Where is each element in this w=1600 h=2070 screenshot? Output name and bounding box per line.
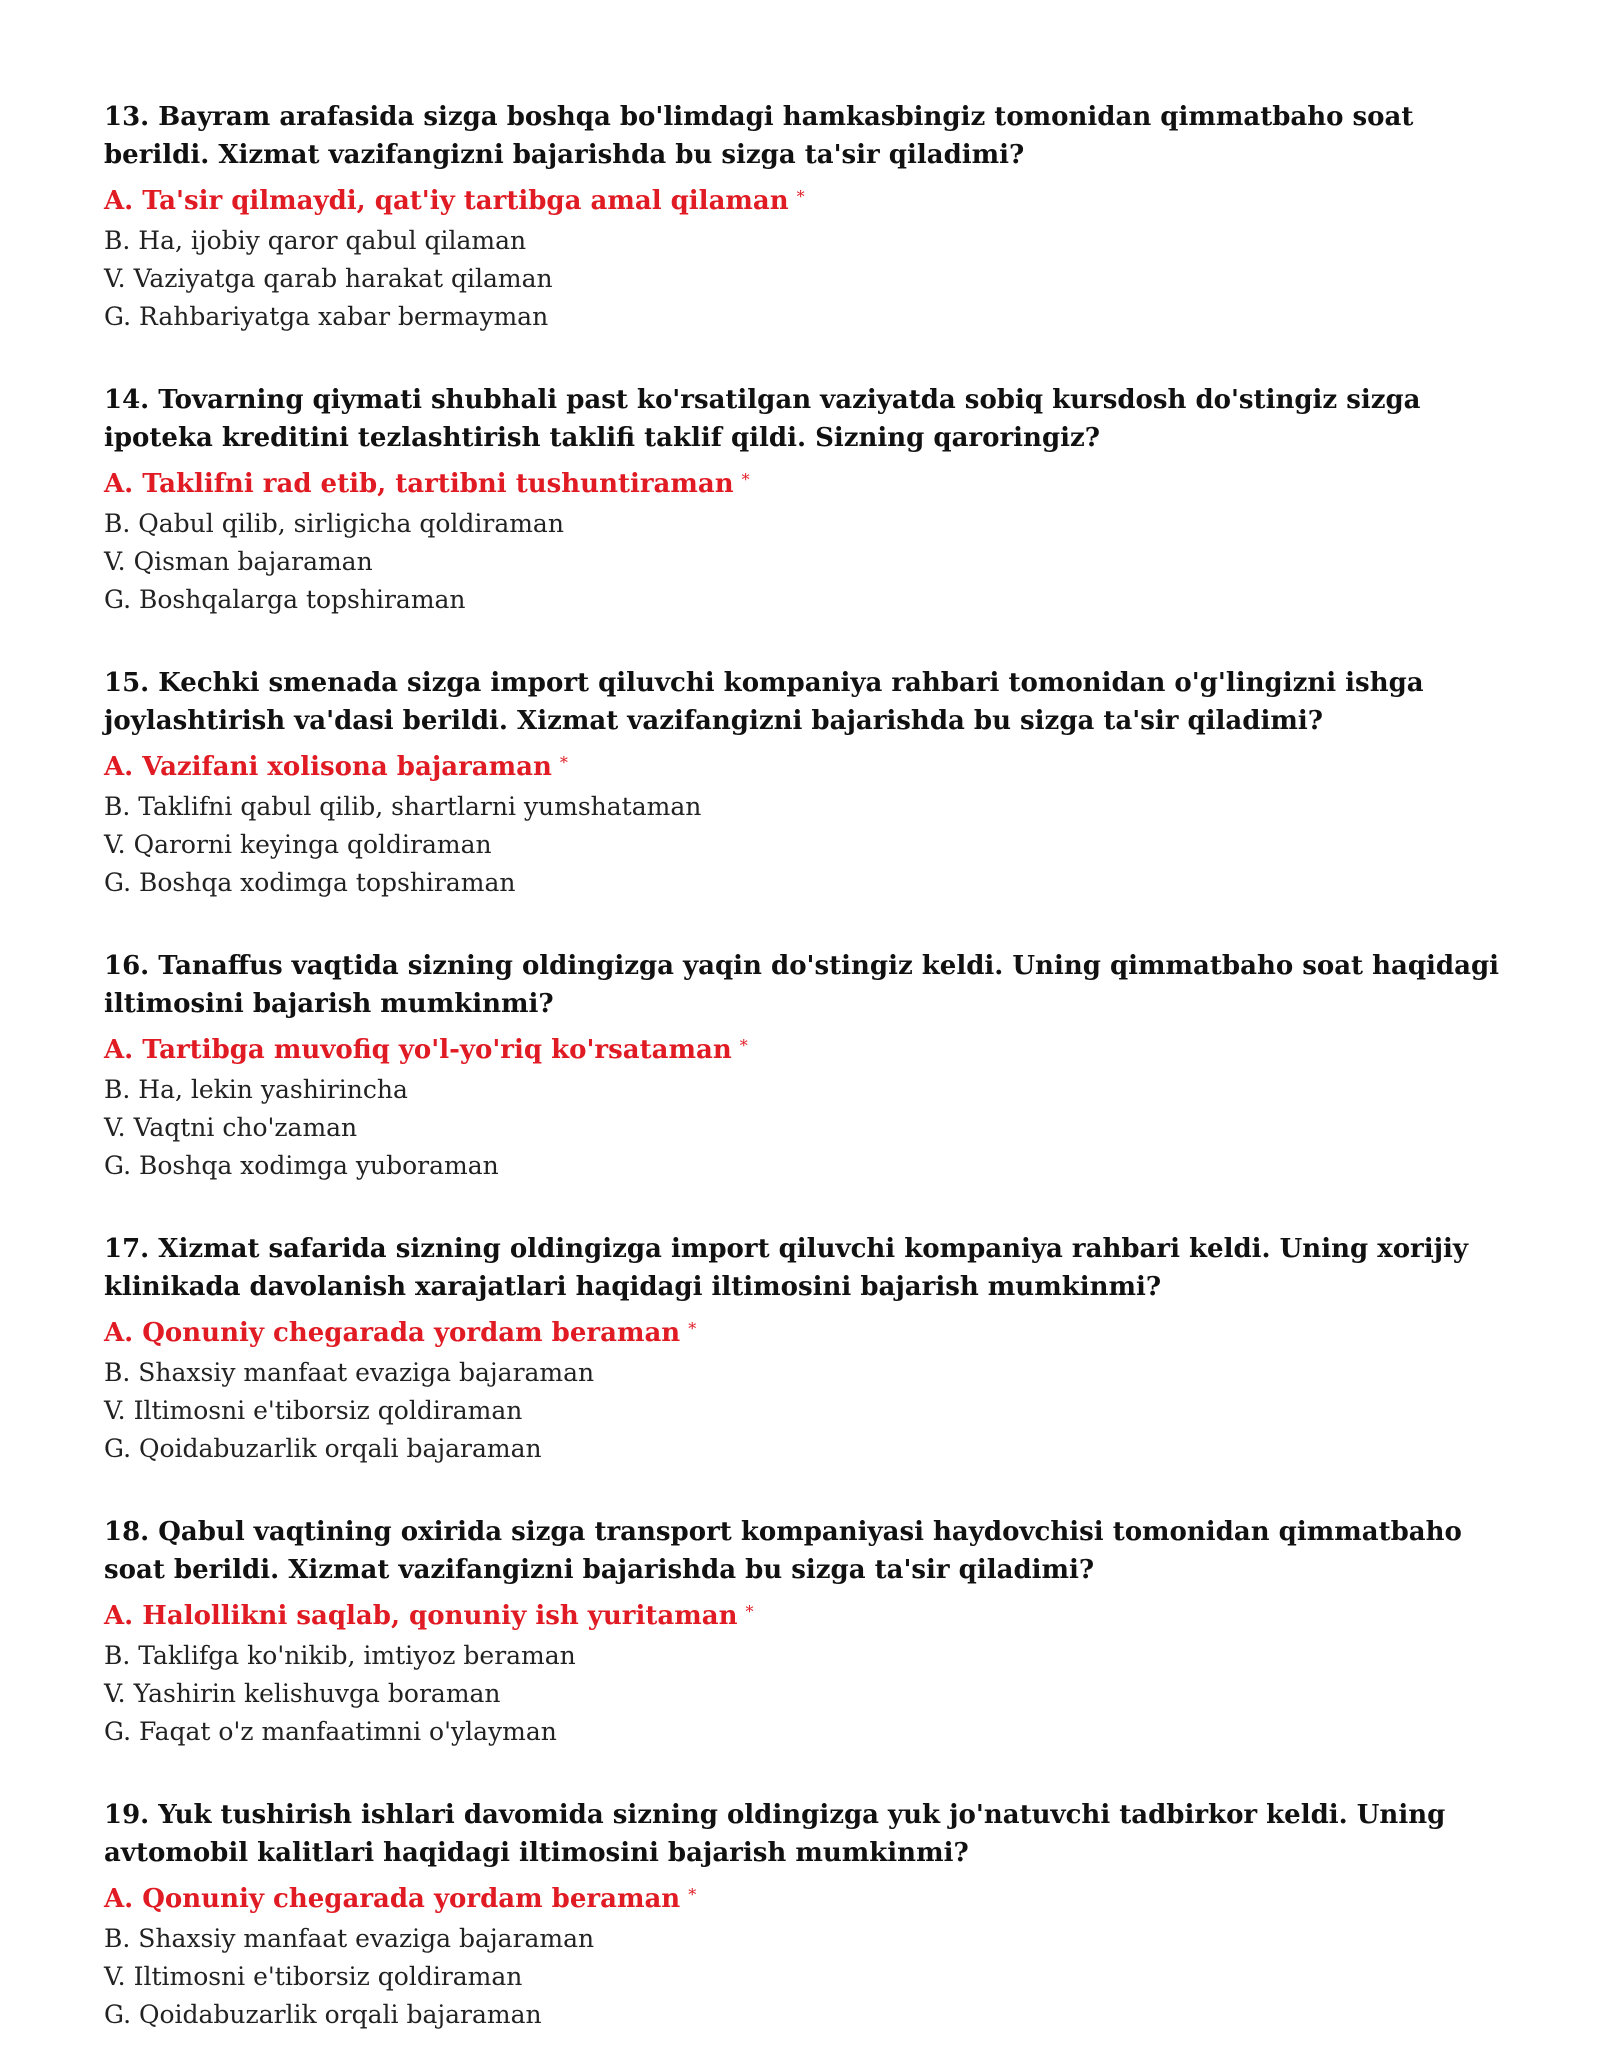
answer-option: B. Shaxsiy manfaat evaziga bajaraman xyxy=(104,1358,595,1387)
correct-answer xyxy=(104,1308,1520,1354)
answer-option: V. Yashirin kelishuvga boraman xyxy=(104,1679,501,1708)
answer-option: V. Qisman bajaraman xyxy=(104,547,373,576)
answer-option: G. Boshqa xodimga topshiraman xyxy=(104,868,516,897)
answer-text: A. Ta'sir qilmaydi, qat'iy tartibga amal qilaman xyxy=(104,186,789,216)
answer-option: G. Rahbariyatga xabar bermayman xyxy=(104,302,549,331)
answer-text: A. Halollikni saqlab, qonuniy ish yuritaman xyxy=(104,1601,738,1631)
answer-option: V. Iltimosni e'tiborsiz qoldiraman xyxy=(104,1962,523,1991)
correct-mark: * xyxy=(741,470,750,489)
question-18 xyxy=(104,1513,1520,1751)
question-text: 18. Qabul vaqtining oxirida sizga transport kompaniyasi haydovchisi tomonidan qimmatbaho soat berildi. Xizmat vazifangizni bajarishda bu sizga ta'sir qiladimi? xyxy=(104,1517,1462,1585)
question-14 xyxy=(104,381,1520,619)
question-19 xyxy=(104,1796,1520,2034)
answer-text: A. Qonuniy chegarada yordam beraman xyxy=(104,1884,681,1914)
answer-option: B. Taklifga ko'nikib, imtiyoz beraman xyxy=(104,1641,576,1670)
answer-option: G. Boshqa xodimga yuboraman xyxy=(104,1151,499,1180)
question-text: 15. Kechki smenada sizga import qiluvchi kompaniya rahbari tomonidan o'g'lingizni ishga joylashtirish va'dasi berildi. Xizmat vazifangizni bajarishda bu sizga ta'sir qiladimi? xyxy=(104,668,1424,736)
answer-option: B. Ha, ijobiy qaror qabul qilaman xyxy=(104,226,527,255)
question-13 xyxy=(104,98,1520,336)
answer-option: G. Qoidabuzarlik orqali bajaraman xyxy=(104,2000,542,2029)
answer-option: B. Taklifni qabul qilib, shartlarni yumshataman xyxy=(104,792,702,821)
correct-mark: * xyxy=(688,1885,697,1904)
answer-text: A. Vazifani xolisona bajaraman xyxy=(104,752,552,782)
correct-answer xyxy=(104,1874,1520,1920)
answer-option: B. Shaxsiy manfaat evaziga bajaraman xyxy=(104,1924,595,1953)
answer-option: B. Ha, lekin yashirincha xyxy=(104,1075,408,1104)
answer-option: V. Qarorni keyinga qoldiraman xyxy=(104,830,492,859)
answer-option: B. Qabul qilib, sirligicha qoldiraman xyxy=(104,509,564,538)
correct-mark: * xyxy=(739,1036,748,1055)
question-text: 14. Tovarning qiymati shubhali past ko'rsatilgan vaziyatda sobiq kursdosh do'stingiz sizga ipoteka kreditini tezlashtirish taklifi taklif qildi. Sizning qaroringiz? xyxy=(104,385,1421,453)
correct-answer xyxy=(104,742,1520,788)
answer-text: A. Qonuniy chegarada yordam beraman xyxy=(104,1318,681,1348)
correct-answer xyxy=(104,176,1520,222)
answer-option: G. Qoidabuzarlik orqali bajaraman xyxy=(104,1434,542,1463)
question-text: 17. Xizmat safarida sizning oldingizga import qiluvchi kompaniya rahbari keldi. Uning xorijiy klinikada davolanish xarajatlari haqidagi iltimosini bajarish mumkinmi? xyxy=(104,1234,1469,1302)
answer-text: A. Tartibga muvofiq yo'l-yo'riq ko'rsataman xyxy=(104,1035,732,1065)
question-15 xyxy=(104,664,1520,902)
answer-option: G. Faqat o'z manfaatimni o'ylayman xyxy=(104,1717,557,1746)
correct-mark: * xyxy=(559,753,568,772)
correct-mark: * xyxy=(688,1319,697,1338)
correct-answer xyxy=(104,1025,1520,1071)
correct-answer xyxy=(104,1591,1520,1637)
answer-text: A. Taklifni rad etib, tartibni tushuntiraman xyxy=(104,469,734,499)
correct-mark: * xyxy=(745,1602,754,1621)
correct-answer xyxy=(104,459,1520,505)
answer-option: V. Vaziyatga qarab harakat qilaman xyxy=(104,264,553,293)
answer-option: V. Iltimosni e'tiborsiz qoldiraman xyxy=(104,1396,523,1425)
question-text: 16. Tanaffus vaqtida sizning oldingizga yaqin do'stingiz keldi. Uning qimmatbaho soat haqidagi iltimosini bajarish mumkinmi? xyxy=(104,951,1500,1019)
answer-option: V. Vaqtni cho'zaman xyxy=(104,1113,358,1142)
question-17 xyxy=(104,1230,1520,1468)
correct-mark: * xyxy=(796,187,805,206)
answer-option: G. Boshqalarga topshiraman xyxy=(104,585,466,614)
question-text: 13. Bayram arafasida sizga boshqa bo'limdagi hamkasbingiz tomonidan qimmatbaho soat berildi. Xizmat vazifangizni bajarishda bu sizga ta'sir qiladimi? xyxy=(104,102,1414,170)
question-text: 19. Yuk tushirish ishlari davomida sizning oldingizga yuk jo'natuvchi tadbirkor keldi. Uning avtomobil kalitlari haqidagi iltimosini bajarish mumkinmi? xyxy=(104,1800,1446,1868)
question-16 xyxy=(104,947,1520,1185)
